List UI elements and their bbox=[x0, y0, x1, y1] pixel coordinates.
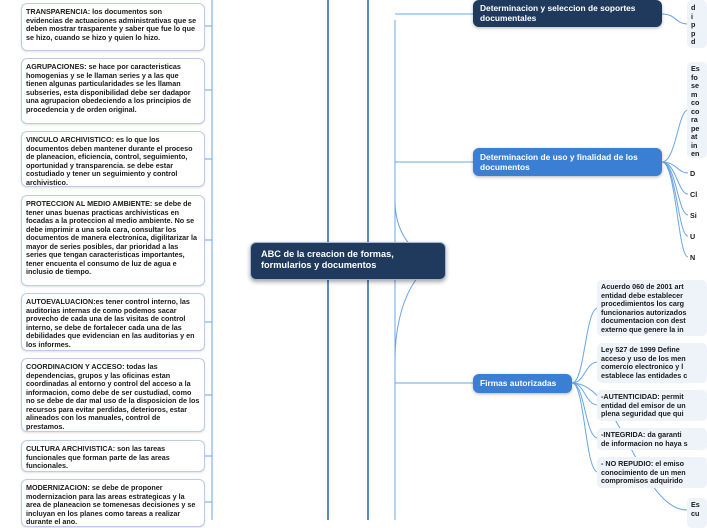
card-line: cu bbox=[691, 508, 700, 518]
card-line: de informacion no haya s bbox=[601, 438, 688, 448]
card-text: CULTURA ARCHIVISTICA: son las tareas funcionales que forman parte de las areas funcionales. bbox=[26, 444, 170, 470]
card-line: i bbox=[691, 11, 693, 21]
agrupaciones-card[interactable] bbox=[21, 58, 205, 124]
card-line: en bbox=[691, 149, 700, 158]
branch-label: Firmas autorizadas bbox=[480, 378, 557, 388]
card-line: - NO REPUDIO: el emiso bbox=[601, 459, 685, 468]
card-text: MODERNIZACION: se debe de proponer modernizacion para las areas estrategicas y la area de planeacion se tomenesas decisiones y se incluyan en los planes como tareas a realizar durante el ano. bbox=[26, 483, 196, 526]
autenticidad-card[interactable] bbox=[597, 390, 707, 421]
branch-soportes-documentales[interactable] bbox=[473, 0, 662, 27]
branch-label: Determinacion de uso y finalidad de los documentos bbox=[480, 152, 638, 172]
card-text: COORDINACION Y ACCESO: todas las dependencias, grupos y las oficinas estan coordinadas al entorno y control del acceso a la informacion, como debe de ser custudiad, como no se debe de dar mal uso de la disposicion de los recursos para evitar perdidas, deterioros, estar alineados con los manuales, control de prestamos. bbox=[26, 362, 200, 431]
card-line: co bbox=[691, 106, 700, 116]
card-line: establece las entidades c bbox=[601, 370, 688, 380]
card-line: conocimiento de un men bbox=[601, 467, 686, 477]
card-line: entidad del emisor de un bbox=[601, 400, 686, 410]
card-line: p bbox=[691, 20, 696, 29]
card-line: compromisos adquirido bbox=[601, 476, 683, 485]
branch-uso-finalidad[interactable] bbox=[473, 148, 662, 176]
branch-label: Determinacion y seleccion de soportes documentales bbox=[480, 3, 636, 23]
coordinacion-acceso-card[interactable] bbox=[21, 358, 205, 432]
card-line: procedimientos los carg bbox=[601, 299, 685, 308]
card-line: fo bbox=[691, 72, 698, 82]
bottom-right-card[interactable] bbox=[687, 498, 707, 528]
card-line: -AUTENTICIDAD: permit bbox=[601, 392, 684, 401]
card-line: m bbox=[691, 89, 698, 99]
card-text: AUTOEVALUACION:es tener control interno, las auditorias internas de como podemos sacar provecho de cada una de las visitas de control interno, se debe de fortalecer cada una de las debilidades que evidencian en las auditorias y en los informes. bbox=[26, 297, 195, 349]
no-repudio-card[interactable] bbox=[597, 457, 707, 488]
card-line: documentacion con dest bbox=[601, 316, 686, 325]
card-line: in bbox=[691, 140, 698, 150]
uso-leaf-u[interactable]: U bbox=[690, 232, 696, 241]
card-line: pe bbox=[691, 123, 700, 133]
uso-leaf-n[interactable]: N bbox=[690, 253, 696, 262]
ley-527-card[interactable] bbox=[597, 343, 707, 383]
card-text: VINCULO ARCHIVISTICO: es lo que los documentos deben mantener durante el proceso de planeacion, eficiencia, control, seguimiento, oportunidad y transparencia. se debe estar costudiado y tener un seguimiento y control archivistico. bbox=[26, 135, 193, 187]
card-line: acceso y uso de los men bbox=[601, 353, 686, 363]
card-line: co bbox=[691, 98, 700, 107]
card-line: -INTEGRIDA: da garanti bbox=[601, 430, 682, 439]
soportes-detail-card[interactable] bbox=[687, 0, 707, 48]
card-line: comercio electronico y l bbox=[601, 362, 684, 371]
central-topic-label: ABC de la creacion de formas, formularios y documentos bbox=[261, 249, 394, 270]
uso-leaf-cl[interactable]: Cl bbox=[690, 190, 698, 199]
integrida-card[interactable] bbox=[597, 428, 707, 450]
cultura-archivistica-card[interactable] bbox=[21, 440, 205, 472]
transparencia-card[interactable] bbox=[21, 3, 205, 51]
card-line: d bbox=[691, 3, 696, 12]
card-text: AGRUPACIONES: se hace por caracteristicas homogenias y se le llaman series y a las que tienen algunas particularidades se les llaman subseries, esta disponibilidad debe ser dadapor una agrupacion obedeciendo a los principios de procedencia y de orden original. bbox=[26, 62, 191, 114]
card-line: at bbox=[691, 132, 698, 141]
acuerdo-060-card[interactable] bbox=[597, 280, 707, 336]
card-line: Ley 527 de 1999 Define bbox=[601, 345, 680, 354]
modernizacion-card[interactable] bbox=[21, 479, 205, 527]
uso-leaf-si[interactable]: Si bbox=[690, 211, 697, 220]
card-text: TRANSPARENCIA: los documentos son evidencias de actuaciones administrativas que se deben mostrar trasparente y saber que fue lo que se hizo, cuando se hizo y quien lo hizo. bbox=[26, 7, 197, 42]
card-line: d bbox=[691, 37, 696, 46]
card-line: se bbox=[691, 81, 699, 90]
card-line: plena seguridad que qui bbox=[601, 409, 684, 418]
uso-leaf-d[interactable]: D bbox=[690, 169, 696, 178]
central-topic[interactable] bbox=[250, 242, 446, 280]
branch-firmas-autorizadas[interactable] bbox=[473, 374, 572, 393]
card-line: funcionarios autorizados bbox=[601, 307, 687, 317]
card-line: p bbox=[691, 28, 696, 38]
card-text: PROTECCION AL MEDIO AMBIENTE: se debe de tener unas buenas practicas archivisticas en focadas a la proteccion al medio ambiente. No se debe imprimir a una sola cara, consultar los documentos de manera electronica, digilitarizar la mayor de series posibles, dar prioridad a las series que tengan caracteristicas importantes, tener encuenta el consumo de luz de agua e inclusio de tiempo. bbox=[26, 199, 197, 276]
card-line: Es bbox=[691, 500, 700, 509]
autoevaluacion-card[interactable] bbox=[21, 293, 205, 351]
uso-finalidad-detail-card[interactable] bbox=[687, 62, 707, 158]
card-line: externo que genere la in bbox=[601, 324, 684, 334]
card-line: entidad debe establecer bbox=[601, 290, 683, 300]
card-line: Es bbox=[691, 64, 700, 73]
vinculo-archivistico-card[interactable] bbox=[21, 131, 205, 187]
card-line: Acuerdo 060 de 2001 art bbox=[601, 282, 684, 291]
proteccion-medio-ambiente-card[interactable] bbox=[21, 195, 205, 286]
card-line: ra bbox=[691, 115, 698, 124]
